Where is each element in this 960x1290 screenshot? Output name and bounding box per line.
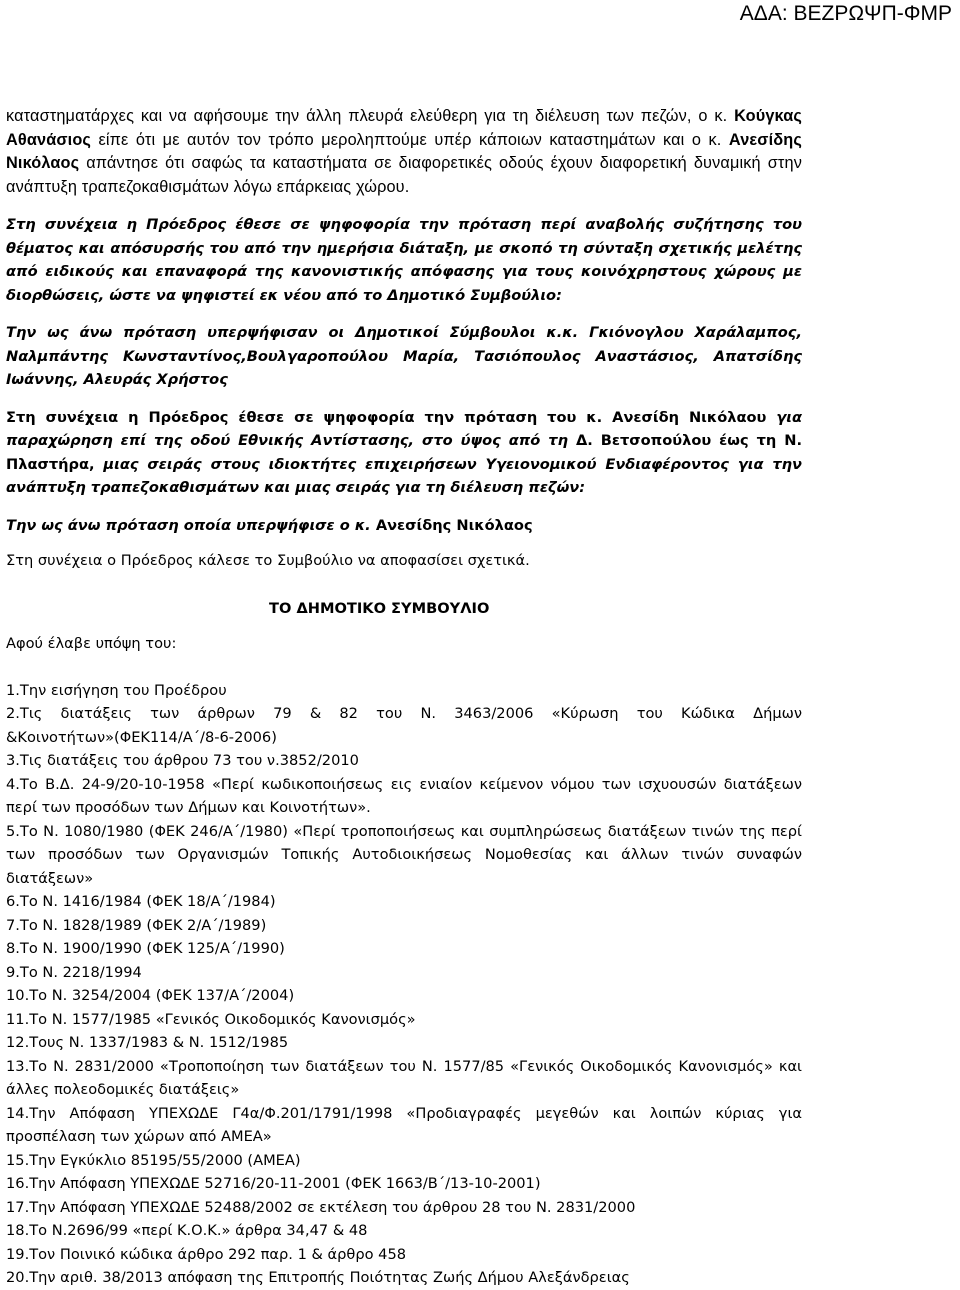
list-item: 16.Την Απόφαση ΥΠΕΧΩΔΕ 52716/20-11-2001 (ΦΕΚ 1663/Β΄/13-10-2001) bbox=[6, 1175, 541, 1192]
list-item: 3.Τις διατάξεις του άρθρου 73 του ν.3852/2010 bbox=[6, 752, 359, 769]
paragraph-vote-result bbox=[6, 321, 802, 392]
list-item: 13.Το Ν. 2831/2000 «Τροποποίηση των διατάξεων του Ν. 1577/85 «Γενικός Οικοδομικός Κανονισμός» και άλλες πολεοδομικές διατάξεις» bbox=[6, 1057, 802, 1098]
paragraph-second-result bbox=[6, 514, 802, 538]
text-span: Στη συνέχεια η Πρόεδρος έθεσε σε ψηφοφορία την πρόταση του κ. Ανεσίδη Νικόλαου bbox=[6, 408, 777, 426]
text-span: είπε ότι με αυτόν τον τρόπο μεροληπτούμε υπέρ κάποιων καταστημάτων και ο κ. bbox=[91, 130, 729, 149]
legal-basis-list bbox=[6, 679, 802, 1290]
text-span: για παραχώρηση επί της οδού Εθνικής Αντίστασης, στο ύψος από τη bbox=[6, 408, 802, 449]
text-span: Την ως άνω πρόταση υπερψήφισαν οι Δημοτικοί Σύμβουλοι κ.κ. bbox=[6, 324, 590, 341]
list-item: 14.Την Απόφαση ΥΠΕΧΩΔΕ Γ4α/Φ.201/1791/1998 «Προδιαγραφές μεγεθών και λοιπών κύριας για προσπέλαση των χώρων από ΑΜΕΑ» bbox=[6, 1104, 802, 1145]
list-item: 4.Το Β.Δ. 24-9/20-10-1958 «Περί κωδικοποιήσεως εις ενιαίον κείμενον νόμου των ισχυουσών διατάξεων περί των προσόδων των Δήμων και Κοινοτήτων». bbox=[6, 775, 802, 816]
list-item: 15.Την Εγκύκλιο 85195/55/2000 (ΑΜΕΑ) bbox=[6, 1151, 301, 1169]
paragraph-vote-proposal: Στη συνέχεια η Πρόεδρος έθεσε σε ψηφοφορία την πρόταση περί αναβολής συζήτησης του θέματος και απόσυρσής του από την ημερήσια διάταξη, με σκοπό τη σύνταξη σχετικής μελέτης από ειδικούς και επαναφορά της κανονιστικής απόφασης για τους κοινόχρηστους χώρους με διορθώσεις, ώστε να ψηφιστεί εκ νέου από το Δημοτικό Συμβούλιο: bbox=[6, 216, 802, 304]
list-item: 2.Τις διατάξεις των άρθρων 79 & 82 του Ν. 3463/2006 «Κύρωση του Κώδικα Δήμων &Κοινοτήτων»(ΦΕΚ114/Α΄/8-6-2006) bbox=[6, 705, 802, 746]
list-item: 20.Την αριθ. 38/2013 απόφαση της Επιτροπής Ποιότητας Ζωής Δήμου Αλεξάνδρειας bbox=[6, 1269, 630, 1286]
considering-label: Αφού έλαβε υπόψη του: bbox=[6, 634, 177, 652]
list-item: 17.Την Απόφαση ΥΠΕΧΩΔΕ 52488/2002 σε εκτέλεση του άρθρου 28 του Ν. 2831/2000 bbox=[6, 1198, 636, 1216]
text-span: απάντησε ότι σαφώς τα καταστήματα σε διαφορετικές οδούς έχουν διαφορετική δυναμική στην ανάπτυξη τραπεζοκαθισμάτων λόγω επάρκειας χώρου. bbox=[6, 154, 802, 196]
list-item: 5.Το Ν. 1080/1980 (ΦΕΚ 246/Α΄/1980) «Περί τροποποιήσεως και συμπληρώσεως διατάξεων τινών της περί των προσόδων των Οργανισμών Τοπικής Αυτοδιοικήσεως Νομοθεσίας και άλλων τινών συναφών διατάξεων» bbox=[6, 822, 802, 887]
list-item: 8.Το Ν. 1900/1990 (ΦΕΚ 125/Α΄/1990) bbox=[6, 940, 285, 957]
paragraph-discussion bbox=[6, 105, 802, 199]
list-item: 19.Τον Ποινικό κώδικα άρθρο 292 παρ. 1 & άρθρο 458 bbox=[6, 1245, 407, 1263]
council-title: ΤΟ ΔΗΜΟΤΙΚΟ ΣΥΜΒΟΥΛΙΟ bbox=[269, 599, 490, 617]
speaker-name: Κούγκας Αθανάσιος bbox=[6, 107, 802, 149]
paragraph-second-proposal bbox=[6, 406, 802, 500]
list-item: 1.Την εισήγηση του Προέδρου bbox=[6, 681, 227, 699]
list-item: 18.Το Ν.2696/99 «περί Κ.Ο.Κ.» άρθρα 34,47 & 48 bbox=[6, 1222, 368, 1239]
list-item: 9.Το Ν. 2218/1994 bbox=[6, 963, 142, 981]
ada-code: ΑΔΑ: ΒΕΖΡΩΨΠ-ΦΜΡ bbox=[739, 2, 952, 25]
councillor-names: Γκιόνογλου Χαράλαμπος, Ναλμπάντης Κωνσταντίνος,Βουλγαροπούλου Μαρία, Τασιόπουλος Αναστάσιος, Απατσίδης Ιωάννης, Αλευράς Χρήστος bbox=[6, 324, 802, 388]
text-span: μιας σειράς στους ιδιοκτήτες επιχειρήσεων Υγειονομικού Ενδιαφέροντος για την ανάπτυξη τραπεζοκαθισμάτων και μιας σειράς για τη διέλευση πεζών: bbox=[6, 455, 802, 496]
text-span: Δ. Βετσοπούλου έως τη Ν. Πλαστήρα, bbox=[6, 432, 802, 473]
list-item: 12.Τους Ν. 1337/1983 & Ν. 1512/1985 bbox=[6, 1034, 289, 1051]
list-item: 6.Το Ν. 1416/1984 (ΦΕΚ 18/Α΄/1984) bbox=[6, 893, 276, 910]
councillor-name: Ανεσίδης Νικόλαος bbox=[375, 516, 533, 534]
paragraph-decision-call: Στη συνέχεια ο Πρόεδρος κάλεσε το Συμβούλιο να αποφασίσει σχετικά. bbox=[6, 552, 530, 569]
text-span: Την ως άνω πρόταση οποία υπερψήφισε ο κ. bbox=[6, 516, 376, 534]
text-span: καταστηματάρχες και να αφήσουμε την άλλη πλευρά ελεύθερη για τη διέλευση των πεζών, ο κ. bbox=[6, 107, 735, 125]
council-heading-block bbox=[6, 597, 802, 667]
list-item: 11.Το Ν. 1577/1985 «Γενικός Οικοδομικός Κανονισμός» bbox=[6, 1010, 416, 1028]
speaker-name: Ανεσίδης Νικόλαος bbox=[6, 130, 802, 172]
list-item: 7.Το Ν. 1828/1989 (ΦΕΚ 2/Α΄/1989) bbox=[6, 916, 267, 934]
list-item: 10.Το Ν. 3254/2004 (ΦΕΚ 137/Α΄/2004) bbox=[6, 987, 295, 1004]
document-body bbox=[6, 105, 802, 1290]
